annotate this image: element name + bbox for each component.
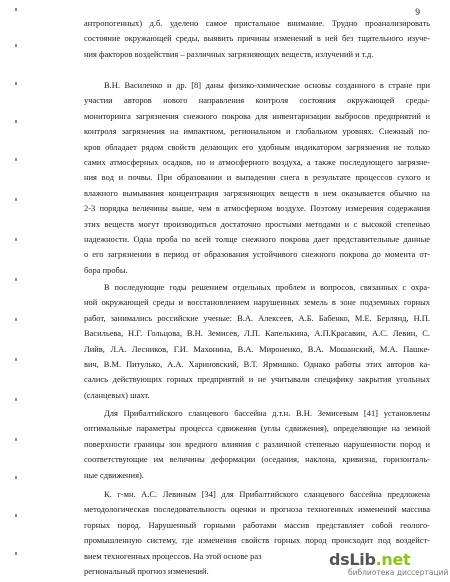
text-line: участии авторов нового направления контроля состояния окружающей среды- [84, 95, 430, 106]
text-line: промышленную систему, где изменения свойств горных пород происходит под воздейст- [84, 535, 430, 546]
watermark-logo [329, 550, 410, 569]
text-line: работ, занимались российские ученые: В.А. Алексеев, А.Б. Бабенко, М.Е. Берлянд, Н.П. [84, 312, 430, 323]
text-line: вием техногенных процессов. На этой основе раз [84, 550, 262, 561]
watermark-tagline: библиотека диссертаций [348, 568, 449, 577]
paragraph-3 [84, 280, 430, 403]
text-line: В последующие годы решением отдельных проблем и вопросов, связанных с охра- [104, 282, 430, 292]
paragraph-1 [84, 16, 430, 62]
text-line: мониторинга загрязнения снежного покрова для инвентаризации выбросов предприятий и [84, 110, 430, 121]
text-line: о его загрязнении в период от образования устойчивого снежного покрова до момента от- [84, 249, 430, 260]
text-line: вич, В.М. Питулько, А.А. Хариновский, В.Т. Ярмишко. Однако работы этих авторов ка- [84, 358, 430, 369]
text-line: кров обладает рядом свойств делающих его удобным индикатором загрязнения не только [84, 141, 430, 152]
binding-hole-punch-marks [12, 0, 24, 582]
text-line: сались действующих горных предприятий и не учитывали специфику закрытия угольных [84, 374, 430, 385]
dslib-watermark [318, 548, 450, 582]
text-line: надежности. Одна проба по всей толще снежного покрова дает представительные данные [84, 233, 430, 244]
text-line: оптимальные параметры процесса сдвижения (углы сдвижения), определяющие на земной [84, 423, 430, 434]
text-line: Васильева, Н.Г. Гольцова, В.Н. Земисев, Л.П. Капелькина, А.П.Красавин, А.С. Левин, С. [84, 328, 430, 339]
text-line: этих веществ могут производиться достаточно простыми методами и с высокой степенью [84, 218, 430, 229]
text-line: Для Прибалтийского сланцевого бассейна д.т.н. В.Н. Земисевым [41] установлены [104, 408, 430, 418]
paragraph-2 [84, 78, 430, 278]
text-line: состояние окружающей среды, выявить причины изменений в ней без тщательного изуче- [84, 33, 430, 44]
text-line: В.Н. Василенко и др. [8] даны физико-химические основы созданного в стране при [104, 80, 430, 90]
text-line: влажного вымывания концентрация загрязняющих веществ в нем оказывается обычно на [84, 187, 430, 198]
watermark-brand-prefix: dsLib [329, 550, 376, 569]
text-line: контроля загрязнения на импактном, региональном и глобальном уровнях. Снежный по- [84, 126, 430, 137]
text-line: региональный прогноз изменений. [84, 565, 209, 576]
text-line: К. г-мн. А.С. Левиным [34] для Прибалтийского сланцевого бассейна предложена [104, 489, 430, 499]
text-line: самих атмосферных осадков, но и атмосферного воздуха, а также последующего загрязне- [84, 156, 430, 167]
text-line: ные сдвижения). [84, 469, 144, 480]
text-line: Лийв, Л.А. Лесников, Г.И. Махонина, В.А. Мироненко, В.А. Мошанский, М.А. Пашке- [84, 343, 430, 354]
text-line: ния вод и почвы. При образовании и выпадении снега в результате процессов сухого и [84, 172, 430, 183]
text-line: (сланцевых) шахт. [84, 389, 150, 400]
paragraph-4 [84, 406, 430, 483]
text-line: соответствующие им величины деформации (оседания, наклона, кривизна, горизонталь- [84, 454, 430, 465]
text-line: ной окружающей среды и восстановлением нарушенных земель в зоне подземных горных [84, 297, 430, 308]
text-line: горных пород. Нарушенный горными работами массив представляет собой геолого- [84, 519, 430, 530]
text-line: бора пробы. [84, 264, 128, 275]
text-line: 2-3 порядка величины выше, чем в атмосферном воздухе. Поэтому измерения содержания [84, 203, 430, 214]
text-line: ния факторов воздействия – различных загрязняющих веществ, излучений и т.д. [84, 48, 374, 59]
watermark-brand-suffix: .net [375, 550, 411, 569]
text-line: антропогенных) д.б. уделено самое пристальное внимание. Трудно проанализировать [84, 18, 430, 28]
text-line: методологическая последовательность оценки и прогноза техногенных изменений массива [84, 504, 430, 515]
page-number: 9 [415, 8, 420, 18]
text-line: поверхности границы зон вредного влияния с различной степенью нарушенности пород и [84, 438, 430, 449]
